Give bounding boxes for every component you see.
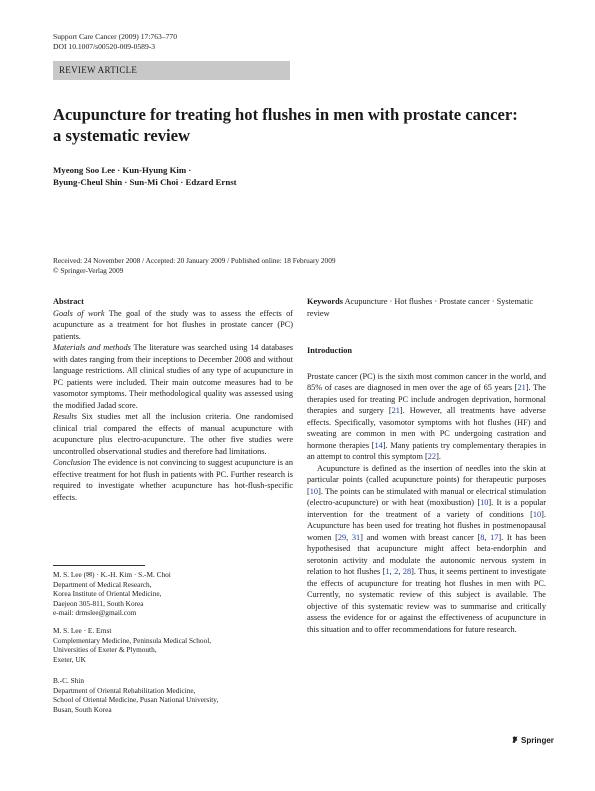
dates-line: Received: 24 November 2008 / Accepted: 20 January 2009 / Published online: 18 February 2009 (53, 256, 336, 265)
affiliation-line: Complementary Medicine, Peninsula Medical School, (53, 635, 212, 645)
text-run: ] and women with breast cancer [ (360, 532, 481, 542)
author-line-2: Byung-Cheul Shin · Sun-Mi Choi · Edzard Ernst (53, 177, 237, 187)
citation-link[interactable]: 21 (517, 383, 526, 392)
citation-link[interactable]: 29 (337, 532, 347, 542)
goals-text: The goal of the study was to assess the effects of acupuncture as a treatment for hot flushes in prostate cancer (PC) patients. (53, 308, 293, 341)
abstract-methods (53, 342, 293, 411)
affiliation-line: Universities of Exeter & Plymouth, (53, 645, 157, 655)
citation-link[interactable]: 21 (391, 406, 400, 415)
citation-link[interactable]: 10 (309, 486, 319, 496)
keywords-text: Acupuncture · Hot flushes · Prostate cancer · Systematic review (307, 297, 534, 318)
text-run: ]. Acupuncture has been used for treating hot flushes in postmenopausal women [ (307, 509, 546, 542)
affiliation-names: M. S. Lee (✉) · K.-H. Kim · S.-M. Choi (53, 570, 171, 579)
citation-link[interactable]: 22 (427, 452, 437, 461)
text-run: ]. It is a popular intervention for the treatment of a variety of conditions [ (307, 498, 547, 519)
conclusion-text: The evidence is not convincing to suggest acupuncture is an effective treatment for hot flush in patients with PC. Further research is required to investigate whether acupuncture has hot-flush-specific effects. (53, 458, 293, 502)
affiliation-line: Department of Oriental Rehabilitation Medicine, (53, 685, 196, 695)
doi[interactable]: DOI 10.1007/s00520-009-0589-3 (53, 42, 156, 51)
affiliation-1 (53, 570, 293, 618)
text-run: ]. The therapies used for treating PC include androgen deprivation, hormonal therapies and surgery [ (307, 383, 546, 415)
citation-link[interactable]: 14 (374, 440, 383, 450)
goals-label: Goals of work (53, 308, 105, 318)
text-run: , (346, 532, 352, 542)
text-run: Prostate cancer (PC) is the sixth most common cancer in the world, and 85% of cases are diagnosed in men over the age of 65 years [ (307, 371, 546, 392)
citation-link[interactable]: 1 (385, 567, 390, 576)
author-list (53, 164, 237, 188)
text-run: , (484, 532, 491, 542)
publication-dates (53, 256, 553, 276)
affiliation-2 (53, 626, 293, 664)
abstract-goals (53, 308, 293, 343)
journal-header (53, 32, 177, 52)
affiliation-line: Department of Medical Research, (53, 579, 152, 589)
text-run: , (389, 567, 395, 576)
keywords (307, 296, 546, 319)
affiliation-line: Exeter, UK (53, 654, 86, 664)
right-column (307, 296, 546, 635)
affiliation-line: Daejeon 305-811, South Korea (53, 598, 144, 608)
citation-link[interactable]: 31 (351, 532, 361, 542)
affiliation-line: Korea Institute of Oriental Medicine, (53, 589, 162, 599)
results-label: Results (53, 412, 77, 421)
keywords-label: Keywords (307, 297, 343, 306)
text-run: ]. (436, 452, 441, 461)
affiliation-3 (53, 676, 293, 714)
email-link[interactable]: e-mail: drmslee@gmail.com (53, 608, 137, 618)
copyright-line: © Springer-Verlag 2009 (53, 266, 124, 275)
intro-paragraph-1 (307, 371, 546, 463)
methods-label: Materials and methods (53, 343, 131, 352)
text-run: ]. It has been hypothesised that acupuncture might affect beta-endorphin and serotonin activity and modulate the autonomic nervous system in relation to hot flushes [ (307, 532, 546, 576)
text-run: ]. The points can be stimulated with manual or electrical stimulation (electro-acupuncture) or with heat (moxibustion) [ (307, 486, 546, 507)
conclusion-label: Conclusion (53, 458, 91, 467)
publisher-name: Springer (521, 736, 554, 745)
abstract-conclusion (53, 457, 293, 503)
author-line-1: Myeong Soo Lee · Kun-Hyung Kim · (53, 165, 192, 175)
affiliation-line: Busan, South Korea (53, 704, 112, 714)
methods-text: The literature was searched using 14 databases with dates ranging from their inceptions to December 2008 and without language restrictions. All clinical studies of any type of acupuncture in PC patients were included. Their main outcome measures had to be vasomotor symptoms. Their methodological quality was assessed using the modified Jadad score. (53, 343, 294, 410)
text-run: ]. However, all treatments have adverse effects. Specifically, vasomotor symptoms with hot flushes (HF) and sweating are common in men with PC undergoing castration and hormone therapies [ (307, 406, 546, 450)
article-title: Acupuncture for treating hot flushes in men with prostate cancer: a systematic review (53, 105, 518, 145)
text-run: Acupuncture is defined as the insertion of needles into the skin at particular points (called acupuncture points) for therapeutic purposes [ (307, 463, 546, 496)
article-type-banner: REVIEW ARTICLE (53, 61, 290, 80)
abstract-heading: Abstract (53, 297, 84, 306)
abstract (53, 296, 293, 503)
intro-paragraph-2 (307, 463, 546, 636)
introduction-heading: Introduction (307, 346, 353, 355)
affiliation-line: School of Oriental Medicine, Pusan National University, (53, 695, 219, 705)
text-run: ]. Thus, it seems pertinent to investigate the effects of acupuncture for treating hot flushes in men with PC. Currently, no systematic review of this subject is available. The objective of this systematic review was to summarise and critically assess the evidence for or against the effectiveness of acupuncture in this situation and to offer recommendations for future research. (307, 567, 546, 634)
citation-link[interactable]: 10 (480, 498, 489, 507)
text-run: , (398, 567, 403, 576)
publisher-logo (511, 735, 554, 745)
text-run: ]. Many patients try complementary therapies in an attempt to control this symptom [ (307, 440, 546, 461)
citation-link[interactable]: 8 (480, 532, 485, 542)
footnote-rule (53, 565, 145, 566)
abstract-results (53, 411, 293, 457)
citation-link[interactable]: 17 (490, 532, 499, 542)
citation-link[interactable]: 2 (394, 567, 399, 576)
citation-link[interactable]: 28 (402, 567, 412, 576)
results-text: Six studies met all the inclusion criteria. One randomised clinical trial compared the effects of manual acupuncture with acupuncture plus electro-acupuncture. The other five studies were uncontrolled observational studies and therefore had limitations. (53, 412, 293, 456)
affiliation-names: B.-C. Shin (53, 676, 85, 685)
citation-link[interactable]: 10 (532, 509, 542, 519)
springer-horse-icon (511, 735, 519, 744)
journal-citation: Support Care Cancer (2009) 17:763–770 (53, 32, 178, 41)
affiliation-names: M. S. Lee · E. Ernst (53, 626, 112, 635)
